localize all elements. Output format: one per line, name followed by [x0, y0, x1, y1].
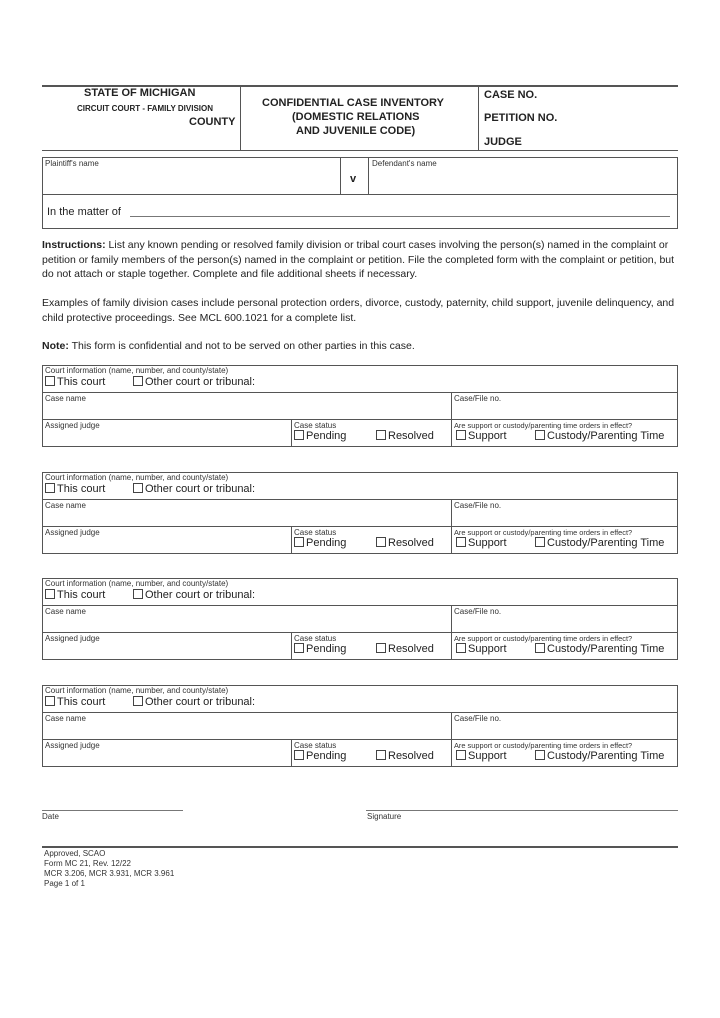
block-col-divider-2: [291, 739, 292, 766]
pending-checkbox[interactable]: [294, 537, 304, 547]
footer-rule: [42, 846, 678, 848]
defendant-divider: [368, 157, 369, 194]
block-divider-1: [43, 605, 677, 606]
header-divider-2: [478, 86, 479, 150]
form-title-line2: (DOMESTIC RELATIONS: [292, 111, 420, 123]
state-name: STATE OF MICHIGAN: [84, 87, 196, 99]
case-name-field[interactable]: Case name: [45, 501, 86, 510]
resolved-checkbox[interactable]: [376, 537, 386, 547]
other-court-option[interactable]: [133, 696, 255, 708]
resolved-label: Resolved: [388, 537, 434, 549]
matter-label: In the matter of: [47, 206, 121, 218]
case-name-field[interactable]: Case name: [45, 714, 86, 723]
support-label: Support: [468, 643, 507, 655]
custody-label: Custody/Parenting Time: [547, 643, 665, 655]
case-file-no-field[interactable]: Case/File no.: [454, 714, 502, 723]
instructions-text: List any known pending or resolved family division or tribal court cases involving the person(s) named in the complaint or petition or family members of the person(s) named in the complaint or petition. File the completed form with the complaint or petition, but do not attach or staple together. Complete and file additional sheets if necessary.: [42, 239, 675, 280]
custody-label: Custody/Parenting Time: [547, 537, 665, 549]
block-divider-1: [43, 499, 677, 500]
case-file-no-field[interactable]: Case/File no.: [454, 501, 502, 510]
block-divider-2: [43, 739, 677, 740]
date-line[interactable]: [42, 810, 183, 811]
pending-label: Pending: [306, 537, 347, 549]
resolved-label: Resolved: [388, 750, 434, 762]
case-name-field[interactable]: Case name: [45, 607, 86, 616]
county-label: COUNTY: [189, 116, 236, 128]
note-text: This form is confidential and not to be served on other parties in this case.: [71, 340, 415, 352]
assigned-judge-field[interactable]: Assigned judge: [45, 528, 100, 537]
assigned-judge-field[interactable]: Assigned judge: [45, 634, 100, 643]
instructions-paragraph: [42, 238, 682, 282]
other-court-label: Other court or tribunal:: [145, 376, 256, 388]
parties-divider: [42, 194, 678, 195]
this-court-checkbox[interactable]: [45, 589, 55, 599]
versus-label: v: [350, 173, 357, 185]
pending-label: Pending: [306, 430, 347, 442]
assigned-judge-field[interactable]: Assigned judge: [45, 421, 100, 430]
this-court-option[interactable]: [45, 376, 105, 388]
block-divider-2: [43, 632, 677, 633]
block-col-divider-1: [451, 605, 452, 659]
approved-label: Approved, SCAO: [44, 849, 106, 858]
case-file-no-field[interactable]: Case/File no.: [454, 607, 502, 616]
custody-option[interactable]: [535, 430, 664, 442]
this-court-label: This court: [57, 483, 106, 495]
other-court-option[interactable]: [133, 589, 255, 601]
form-number: Form MC 21, Rev. 12/22: [44, 859, 131, 868]
form-title-line1: CONFIDENTIAL CASE INVENTORY: [262, 97, 444, 109]
case-status-label: Case status: [294, 421, 337, 430]
support-checkbox[interactable]: [456, 750, 466, 760]
this-court-option[interactable]: [45, 589, 105, 601]
plaintiff-name-field[interactable]: Plaintiff's name: [45, 159, 99, 168]
case-block-3: [42, 578, 678, 660]
examples-paragraph: Examples of family division cases include personal protection orders, divorce, custody, paternity, child support, juvenile delinquency, and child protective proceedings. See MCL 600.1021 for a complete list.: [42, 297, 675, 324]
resolved-option[interactable]: [376, 643, 434, 655]
block-divider-2: [43, 526, 677, 527]
resolved-option[interactable]: [376, 430, 434, 442]
pending-option[interactable]: [294, 750, 346, 762]
this-court-label: This court: [57, 589, 106, 601]
resolved-option[interactable]: [376, 750, 434, 762]
this-court-checkbox[interactable]: [45, 376, 55, 386]
resolved-label: Resolved: [388, 430, 434, 442]
support-label: Support: [468, 430, 507, 442]
plaintiff-divider: [340, 157, 341, 194]
block-col-divider-2: [291, 632, 292, 659]
case-block-4: [42, 685, 678, 767]
signature-label: Signature: [367, 812, 402, 821]
resolved-checkbox[interactable]: [376, 643, 386, 653]
assigned-judge-field[interactable]: Assigned judge: [45, 741, 100, 750]
support-checkbox[interactable]: [456, 537, 466, 547]
pending-option[interactable]: [294, 430, 346, 442]
support-option[interactable]: [456, 430, 507, 442]
custody-option[interactable]: [535, 643, 664, 655]
pending-option[interactable]: [294, 537, 346, 549]
page-number: Page 1 of 1: [44, 879, 85, 888]
other-court-checkbox[interactable]: [133, 589, 143, 599]
court-info-label: Court information (name, number, and county/state): [45, 473, 229, 482]
this-court-checkbox[interactable]: [45, 483, 55, 493]
case-block-1: [42, 365, 678, 447]
this-court-option[interactable]: [45, 696, 105, 708]
court-info-label: Court information (name, number, and county/state): [45, 686, 229, 695]
support-option[interactable]: [456, 643, 507, 655]
resolved-option[interactable]: [376, 537, 434, 549]
orders-question: Are support or custody/parenting time orders in effect?: [454, 421, 633, 430]
block-divider-1: [43, 392, 677, 393]
block-col-divider-1: [451, 712, 452, 766]
custody-option[interactable]: [535, 750, 664, 762]
other-court-label: Other court or tribunal:: [145, 696, 256, 708]
block-divider-2: [43, 419, 677, 420]
case-no-label: CASE NO.: [484, 89, 538, 101]
resolved-checkbox[interactable]: [376, 750, 386, 760]
other-court-label: Other court or tribunal:: [145, 483, 256, 495]
orders-question: Are support or custody/parenting time orders in effect?: [454, 741, 633, 750]
pending-checkbox[interactable]: [294, 643, 304, 653]
block-col-divider-2: [291, 419, 292, 446]
pending-label: Pending: [306, 750, 347, 762]
support-label: Support: [468, 537, 507, 549]
support-label: Support: [468, 750, 507, 762]
support-checkbox[interactable]: [456, 643, 466, 653]
custody-label: Custody/Parenting Time: [547, 750, 665, 762]
orders-question: Are support or custody/parenting time orders in effect?: [454, 634, 633, 643]
this-court-option[interactable]: [45, 483, 105, 495]
other-court-checkbox[interactable]: [133, 696, 143, 706]
support-option[interactable]: [456, 750, 507, 762]
support-option[interactable]: [456, 537, 507, 549]
orders-question: Are support or custody/parenting time orders in effect?: [454, 528, 633, 537]
pending-label: Pending: [306, 643, 347, 655]
case-file-no-field[interactable]: Case/File no.: [454, 394, 502, 403]
custody-checkbox[interactable]: [535, 643, 545, 653]
court-info-label: Court information (name, number, and county/state): [45, 579, 229, 588]
other-court-checkbox[interactable]: [133, 376, 143, 386]
case-status-label: Case status: [294, 741, 337, 750]
pending-checkbox[interactable]: [294, 750, 304, 760]
case-block-2: [42, 472, 678, 554]
court-info-label: Court information (name, number, and county/state): [45, 366, 229, 375]
custody-checkbox[interactable]: [535, 430, 545, 440]
case-name-field[interactable]: Case name: [45, 394, 86, 403]
case-status-label: Case status: [294, 528, 337, 537]
court-name: CIRCUIT COURT - FAMILY DIVISION: [77, 104, 214, 113]
this-court-label: This court: [57, 696, 106, 708]
form-title-line3: AND JUVENILE CODE): [296, 125, 416, 137]
resolved-checkbox[interactable]: [376, 430, 386, 440]
other-court-option[interactable]: [133, 483, 255, 495]
header-divider-1: [240, 86, 241, 150]
this-court-label: This court: [57, 376, 106, 388]
other-court-option[interactable]: [133, 376, 255, 388]
custody-option[interactable]: [535, 537, 664, 549]
petition-no-label: PETITION NO.: [484, 112, 558, 124]
resolved-label: Resolved: [388, 643, 434, 655]
mcr-references: MCR 3.206, MCR 3.931, MCR 3.961: [44, 869, 175, 878]
block-col-divider-2: [291, 526, 292, 553]
support-checkbox[interactable]: [456, 430, 466, 440]
parties-box: [42, 157, 678, 229]
case-status-label: Case status: [294, 634, 337, 643]
block-col-divider-1: [451, 392, 452, 446]
note-label: Note:: [42, 340, 69, 352]
this-court-checkbox[interactable]: [45, 696, 55, 706]
other-court-label: Other court or tribunal:: [145, 589, 256, 601]
pending-option[interactable]: [294, 643, 346, 655]
note-paragraph: [42, 339, 682, 354]
block-divider-1: [43, 712, 677, 713]
other-court-checkbox[interactable]: [133, 483, 143, 493]
block-col-divider-1: [451, 499, 452, 553]
header-bottom-rule: [42, 150, 678, 151]
matter-input-line[interactable]: [130, 216, 670, 217]
custody-checkbox[interactable]: [535, 537, 545, 547]
custody-label: Custody/Parenting Time: [547, 430, 665, 442]
custody-checkbox[interactable]: [535, 750, 545, 760]
judge-label: JUDGE: [484, 136, 522, 148]
date-label: Date: [42, 812, 59, 821]
pending-checkbox[interactable]: [294, 430, 304, 440]
instructions-label: Instructions:: [42, 239, 106, 251]
signature-line[interactable]: [366, 810, 678, 811]
defendant-name-field[interactable]: Defendant's name: [372, 159, 437, 168]
